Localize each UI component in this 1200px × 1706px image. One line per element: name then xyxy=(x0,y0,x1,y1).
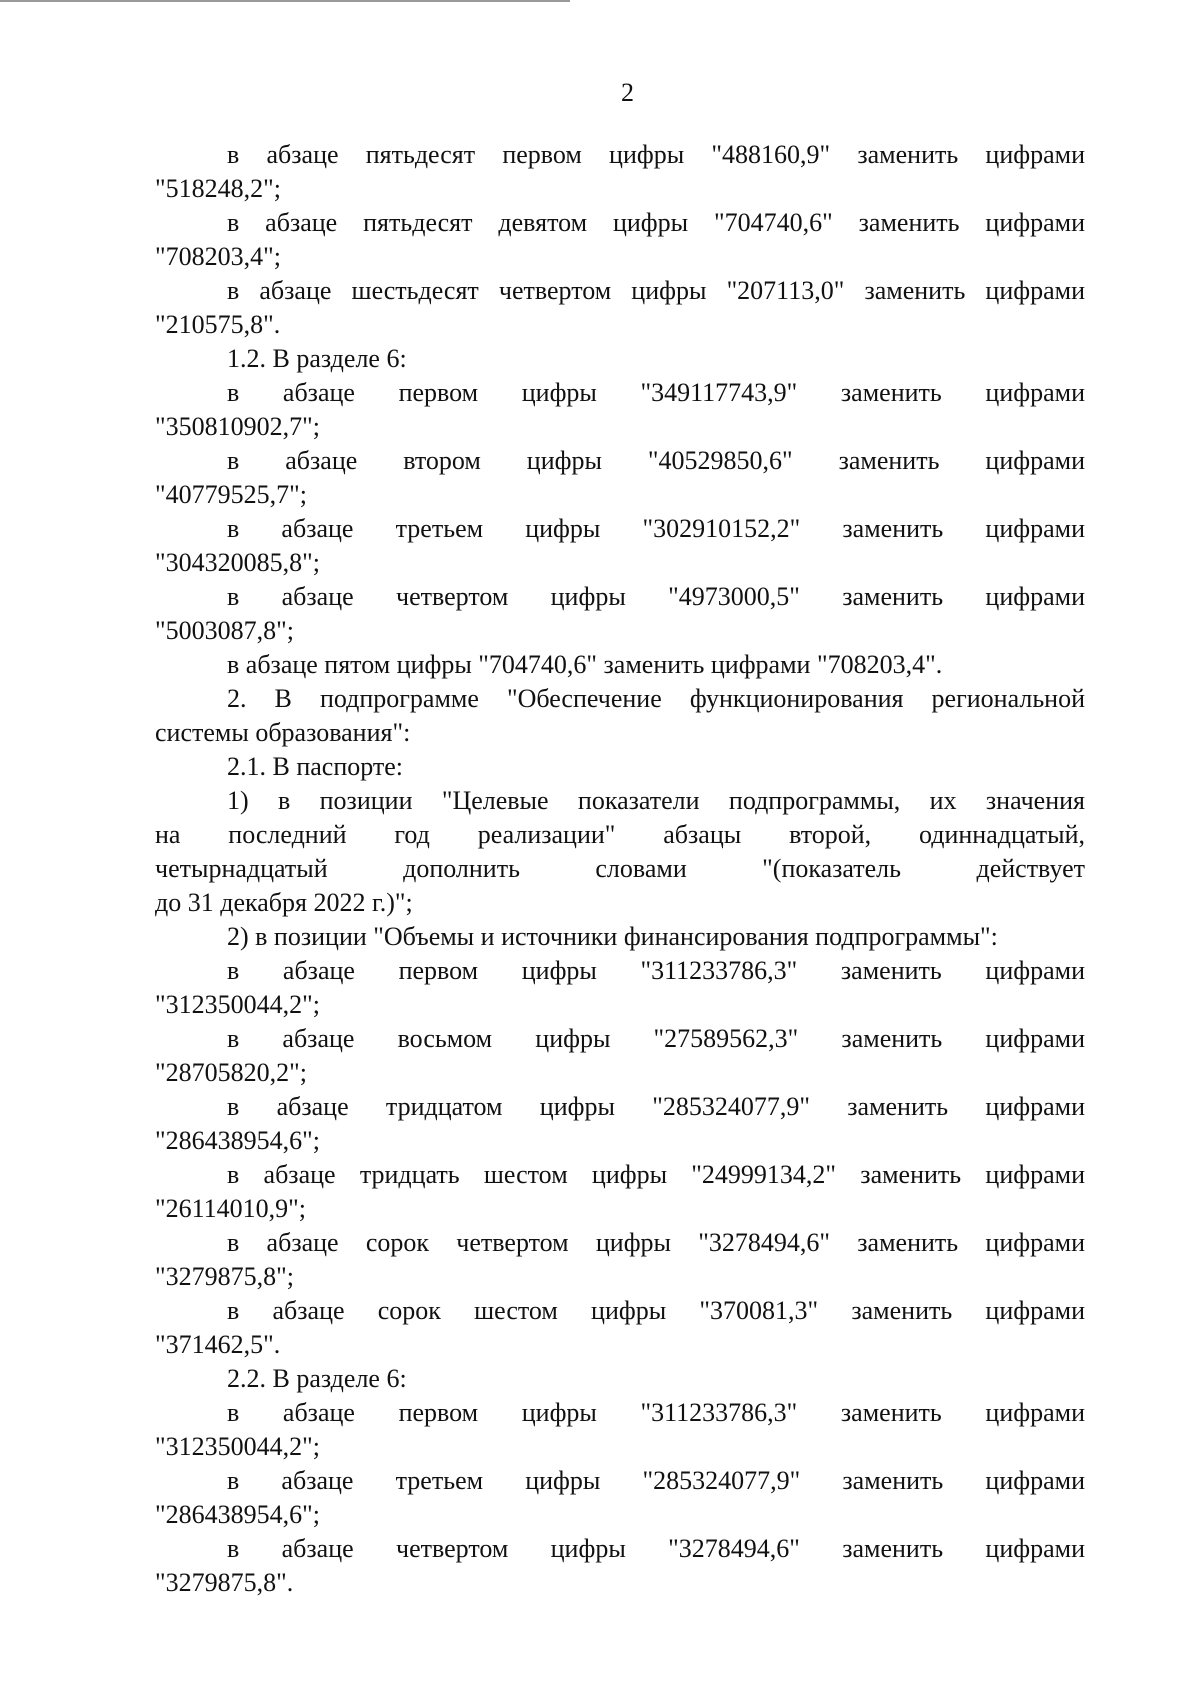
paragraph-line: "210575,8". xyxy=(155,310,281,339)
paragraph-line: 2. В подпрограмме "Обеспечение функционирования региональной xyxy=(227,684,1085,713)
paragraph xyxy=(155,1226,1085,1294)
paragraph xyxy=(155,1464,1085,1532)
paragraph-line: "312350044,2"; xyxy=(155,1432,320,1461)
paragraph-line: в абзаце втором цифры "40529850,6" заменить цифрами xyxy=(227,446,1085,475)
paragraph-line: в абзаце первом цифры "349117743,9" заменить цифрами xyxy=(227,378,1085,407)
paragraph-line: в абзаце восьмом цифры "27589562,3" заменить цифрами xyxy=(227,1024,1085,1053)
paragraph-line: "304320085,8"; xyxy=(155,548,320,577)
paragraph-line: 2.2. В разделе 6: xyxy=(227,1364,407,1393)
paragraph-line: в абзаце четвертом цифры "4973000,5" заменить цифрами xyxy=(227,582,1085,611)
paragraph-line: в абзаце сорок четвертом цифры "3278494,6" заменить цифрами xyxy=(227,1228,1085,1257)
paragraph xyxy=(155,648,1085,682)
paragraph-line: "371462,5". xyxy=(155,1330,281,1359)
paragraph-line: 1.2. В разделе 6: xyxy=(227,344,407,373)
paragraph-line: в абзаце тридцать шестом цифры "24999134,2" заменить цифрами xyxy=(227,1160,1085,1189)
paragraph xyxy=(155,920,1085,954)
paragraph xyxy=(155,580,1085,648)
paragraph-line: в абзаце пятом цифры "704740,6" заменить цифрами "708203,4". xyxy=(227,650,943,679)
paragraph-line: в абзаце третьем цифры "302910152,2" заменить цифрами xyxy=(227,514,1085,543)
paragraph xyxy=(155,784,1085,920)
paragraph xyxy=(155,954,1085,1022)
paragraph-line: "3279875,8". xyxy=(155,1568,294,1597)
paragraph-line: "28705820,2"; xyxy=(155,1058,307,1087)
paragraph-line: в абзаце пятьдесят девятом цифры "704740,6" заменить цифрами xyxy=(227,208,1085,237)
paragraph-line: в абзаце сорок шестом цифры "370081,3" заменить цифрами xyxy=(227,1296,1085,1325)
paragraph xyxy=(155,512,1085,580)
paragraph-line: 2.1. В паспорте: xyxy=(227,752,404,781)
section-heading xyxy=(155,1362,1085,1396)
section-heading xyxy=(155,750,1085,784)
paragraph-line: 1) в позиции "Целевые показатели подпрограммы, их значения xyxy=(227,786,1085,815)
paragraph-line: системы образования": xyxy=(155,718,411,747)
paragraph-line: "26114010,9"; xyxy=(155,1194,306,1223)
paragraph-line: в абзаце тридцатом цифры "285324077,9" заменить цифрами xyxy=(227,1092,1085,1121)
paragraph-line: в абзаце четвертом цифры "3278494,6" заменить цифрами xyxy=(227,1534,1085,1563)
paragraph xyxy=(155,1532,1085,1600)
paragraph-line: "286438954,6"; xyxy=(155,1126,320,1155)
paragraph-line: в абзаце шестьдесят четвертом цифры "207113,0" заменить цифрами xyxy=(227,276,1085,305)
paragraph-line: в абзаце третьем цифры "285324077,9" заменить цифрами xyxy=(227,1466,1085,1495)
paragraph xyxy=(155,274,1085,342)
paragraph-line: 2) в позиции "Объемы и источники финансирования подпрограммы": xyxy=(227,922,998,951)
paragraph-line: "286438954,6"; xyxy=(155,1500,320,1529)
paragraph xyxy=(155,1294,1085,1362)
paragraph xyxy=(155,682,1085,750)
paragraph-line: "708203,4"; xyxy=(155,242,281,271)
paragraph-line: в абзаце первом цифры "311233786,3" заменить цифрами xyxy=(227,1398,1085,1427)
paragraph xyxy=(155,444,1085,512)
paragraph xyxy=(155,138,1085,206)
paragraph-line: в абзаце первом цифры "311233786,3" заменить цифрами xyxy=(227,956,1085,985)
scan-edge-line xyxy=(0,0,570,2)
paragraph xyxy=(155,1396,1085,1464)
paragraph-line: на последний год реализации" абзацы второй, одиннадцатый, xyxy=(155,820,1085,849)
paragraph-line: "312350044,2"; xyxy=(155,990,320,1019)
paragraph xyxy=(155,1022,1085,1090)
paragraph xyxy=(155,1090,1085,1158)
document-page xyxy=(155,76,1085,1600)
paragraph xyxy=(155,206,1085,274)
section-heading xyxy=(155,342,1085,376)
paragraph xyxy=(155,1158,1085,1226)
paragraph-line: до 31 декабря 2022 г.)"; xyxy=(155,888,413,917)
paragraph-line: в абзаце пятьдесят первом цифры "488160,9" заменить цифрами xyxy=(227,140,1085,169)
paragraph-line: "3279875,8"; xyxy=(155,1262,294,1291)
paragraph-line: "518248,2"; xyxy=(155,174,281,203)
page-number: 2 xyxy=(621,78,634,107)
paragraph-line: "40779525,7"; xyxy=(155,480,307,509)
paragraph-line: "5003087,8"; xyxy=(155,616,294,645)
paragraph xyxy=(155,376,1085,444)
paragraph-line: "350810902,7"; xyxy=(155,412,320,441)
paragraph-line: четырнадцатый дополнить словами "(показатель действует xyxy=(155,854,1085,883)
